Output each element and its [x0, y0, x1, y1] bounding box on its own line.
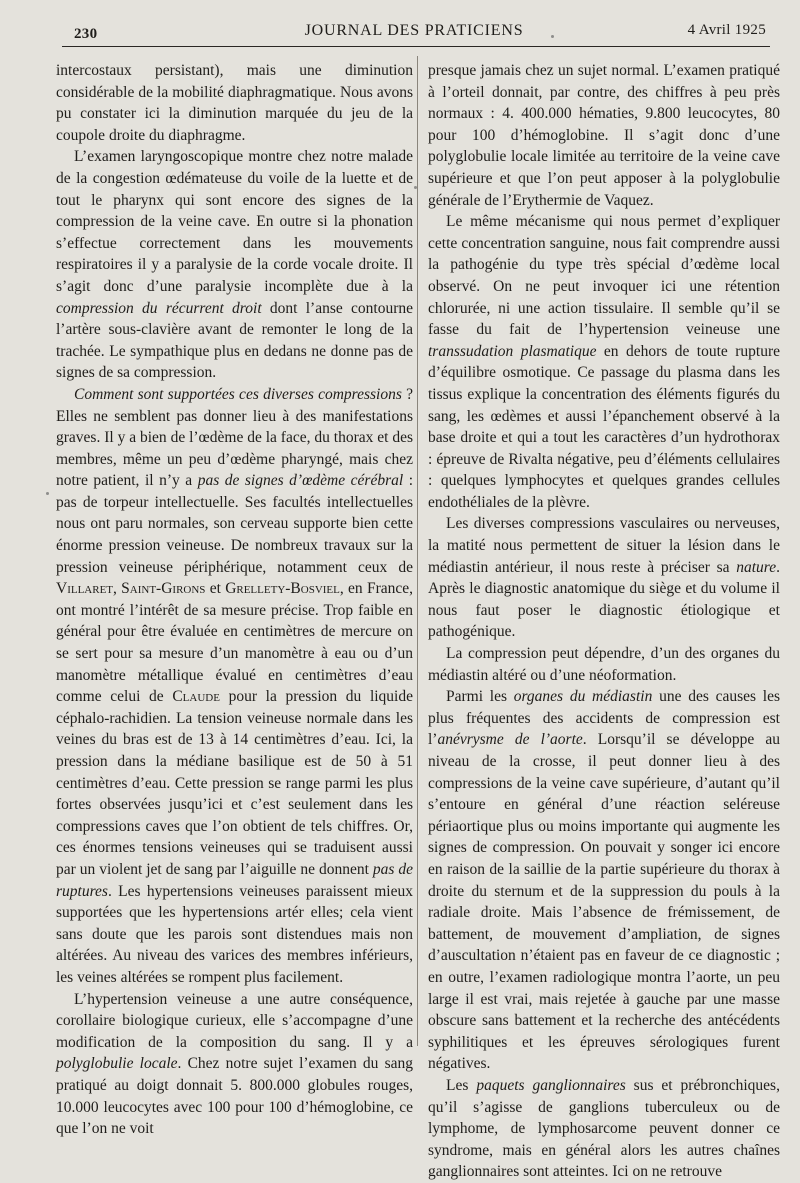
emphasis: polyglobulie locale — [56, 1055, 178, 1073]
paragraph: Les diverses compressions vasculaires ou nerveuses, la matité nous permettent de situer la lésion dans le médiastin antérieur, il nous reste à préciser sa nature. Après le diagnostic anatomique du siège et du volume il nous faut poser le diagnostic étiologique et pathogénique. — [428, 515, 780, 641]
print-speck — [551, 35, 554, 38]
paragraph: Comment sont supportées ces diverses compressions ? Elles ne semblent pas donner lieu à des manifestations graves. Il y a bien de l’œdème de la face, du thorax et des membres, même un peu d’œdème pharyngé, mais chez notre patient, il n’y a pas de signes d’œdème cérébral : pas de torpeur intellectuelle. Ses facultés intellectuelles nous ont paru normales, son cerveau supporte bien cette énorme pression veineuse. De nombreux travaux sur la pression veineuse périphérique, notamment ceux de Villaret, Saint-Girons et Grellety-Bosviel, en France, ont montré l’intérêt de sa mesure précise. Trop faible en général pour être évaluée en centimètres de mercure on se sert pour sa mesure d’un manomètre à eau ou d’un manomètre métallique évalué en centimètres d’eau comme celui de Claude pour la pression du liquide céphalo-rachidien. La tension veineuse normale dans les veines du bras est de 13 à 14 centimètres d’eau. Ici, la pression dans la médiane basilique est de 50 à 51 centimètres d’eau. Cette pression se range parmi les plus fortes observées jusqu’ici et c’est seulement dans les compressions caves que l’on obtient de tels chiffres. Or, ces énormes tensions veineuses qui se traduisent aussi par un violent jet de sang par l’aiguille ne donnent pas de ruptures. Les hypertensions veineuses paraissent mieux supportées que les hypertensions artér elles; cela vient sans doute que les parois sont distendues mais non altérées. Au niveau des varices des membres inférieurs, les veines altérées se rompent plus facilement. — [56, 385, 414, 986]
author-name: Claude — [172, 688, 220, 706]
paragraph: Parmi les organes du médiastin une des causes les plus fréquentes des accidents de compression est l’anévrysme de l’aorte. Lorsqu’il se développe au niveau de la crosse, il peut donner lieu à des compressions de la veine cave supérieure, d’autant qu’il s’entoure en général d’une réaction seléreuse périaortique plus ou moins importante qui augmente les signes de compression. On pouvait y songer ici encore en raison de la saillie de la partie supérieure du thorax à droite du sternum et de la suppression du pouls à la radiale droite. Mais l’absence de frémissement, de battement, de mouvement d’ampliation, de signes d’auscultation n’étaient pas en faveur de ce diagnostic ; en outre, l’examen radiologique montra l’aorte, un peu large il est vrai, mais rejetée à gauche par une masse obscure sans battement et la recherche des antécédents syphilitiques et les épreuves sérologiques furent négatives. — [428, 688, 780, 1073]
author-name: Grellety-Bosviel — [225, 580, 340, 598]
journal-title: JOURNAL DES PRATICIENS — [304, 22, 524, 39]
page-number: 230 — [74, 26, 98, 42]
emphasis: organes du médiastin — [513, 688, 653, 706]
paragraph: Les paquets ganglionnaires sus et prébronchiques, qu’il s’agisse de ganglions tuberculeux ou de lymphome, de lymphosarcome peuvent donner ce syndrome, mais en général alors les autres chaînes ganglionnaires sont atteintes. Ici on ne retrouve — [428, 1076, 780, 1181]
emphasis: nature — [736, 558, 777, 576]
emphasis: Comment sont supportées ces diverses compressions — [74, 385, 402, 403]
paragraph: presque jamais chez un sujet normal. L’examen pratiqué à l’orteil donnait, par contre, des chiffres à peu près normaux : 4. 400.000 hématies, 9.800 leucocytes, 80 pour 100 d’hémoglobine. Il s’agit donc d’une polyglobulie locale limitée au territoire de la veine cave supérieure et que l’on peut apposer à la polyglobulie générale de l’Erythermie de Vaquez. — [428, 62, 780, 209]
emphasis: compression du récurrent droit — [56, 299, 262, 317]
emphasis: transsudation plasmatique — [428, 342, 597, 360]
emphasis: paquets ganglionnaires — [476, 1076, 626, 1094]
author-name: Villaret — [56, 580, 114, 598]
left-column — [56, 60, 413, 1140]
paragraph: L’hypertension veineuse a une autre conséquence, corollaire biologique curieux, elle s’accompagne d’une modification de la composition du sang. Il y a polyglobulie locale. Chez notre sujet l’examen du sang pratiqué au doigt donnait 5. 800.000 globules rouges, 10.000 leucocytes avec 100 pour 100 d’hémoglobine, ce que l’on ne voit — [56, 990, 413, 1138]
issue-date: 4 Avril 1925 — [687, 22, 766, 38]
author-name: Saint-Girons — [121, 580, 206, 598]
print-speck — [414, 186, 417, 189]
column-divider — [417, 56, 418, 1046]
paragraph: intercostaux persistant), mais une diminution considérable de la mobilité diaphragmatique. Nous avons pu constater ici la diminution marquée du jeu de la coupole droite du diaphragme. — [56, 62, 413, 144]
right-column — [428, 60, 780, 1183]
paragraph: L’examen laryngoscopique montre chez notre malade de la congestion œdémateuse du voile de la luette et de tout le pharynx qui sont encore des signes de la compression de la veine cave. En outre si la phonation s’effectue correctement dans les mouvements respiratoires il y a paralysie de la corde vocale droite. Il s’agit donc d’une paralysie incomplète due à la compression du récurrent droit dont l’anse contourne l’artère sous-clavière avant de remonter le long de la trachée. Le sympathique plus en dedans ne donne pas de signes de sa compression. — [56, 148, 413, 382]
emphasis: anévrysme de l’aorte — [437, 731, 583, 749]
header-rule — [62, 46, 770, 47]
emphasis: pas de ruptures — [56, 860, 413, 900]
paragraph: Le même mécanisme qui nous permet d’expliquer cette concentration sanguine, nous fait comprendre aussi la pathogénie du type très spécial d’œdème local observé. On ne peut invoquer ici une rétention chlorurée, ni une action tissulaire. Il semble qu’il se fasse du fait de l’hypertension veineuse une transsudation plasmatique en dehors de toute rupture d’équilibre osmotique. Ce passage du plasma dans les tissus explique la concentration des éléments figurés du sang, les œdèmes et aussi l’épanchement observé à la base droite et qui a tout les caractères d’un hydrothorax : épreuve de Rivalta négative, peu d’éléments cellulaires : quelques lymphocytes et quelques grandes cellules endothéliales de la plèvre. — [428, 213, 780, 511]
paragraph: La compression peut dépendre, d’un des organes du médiastin altéré ou d’une néoformation. — [428, 645, 780, 684]
running-header — [62, 22, 766, 46]
print-speck — [46, 492, 49, 495]
emphasis: pas de signes d’œdème cérébral — [197, 472, 404, 490]
